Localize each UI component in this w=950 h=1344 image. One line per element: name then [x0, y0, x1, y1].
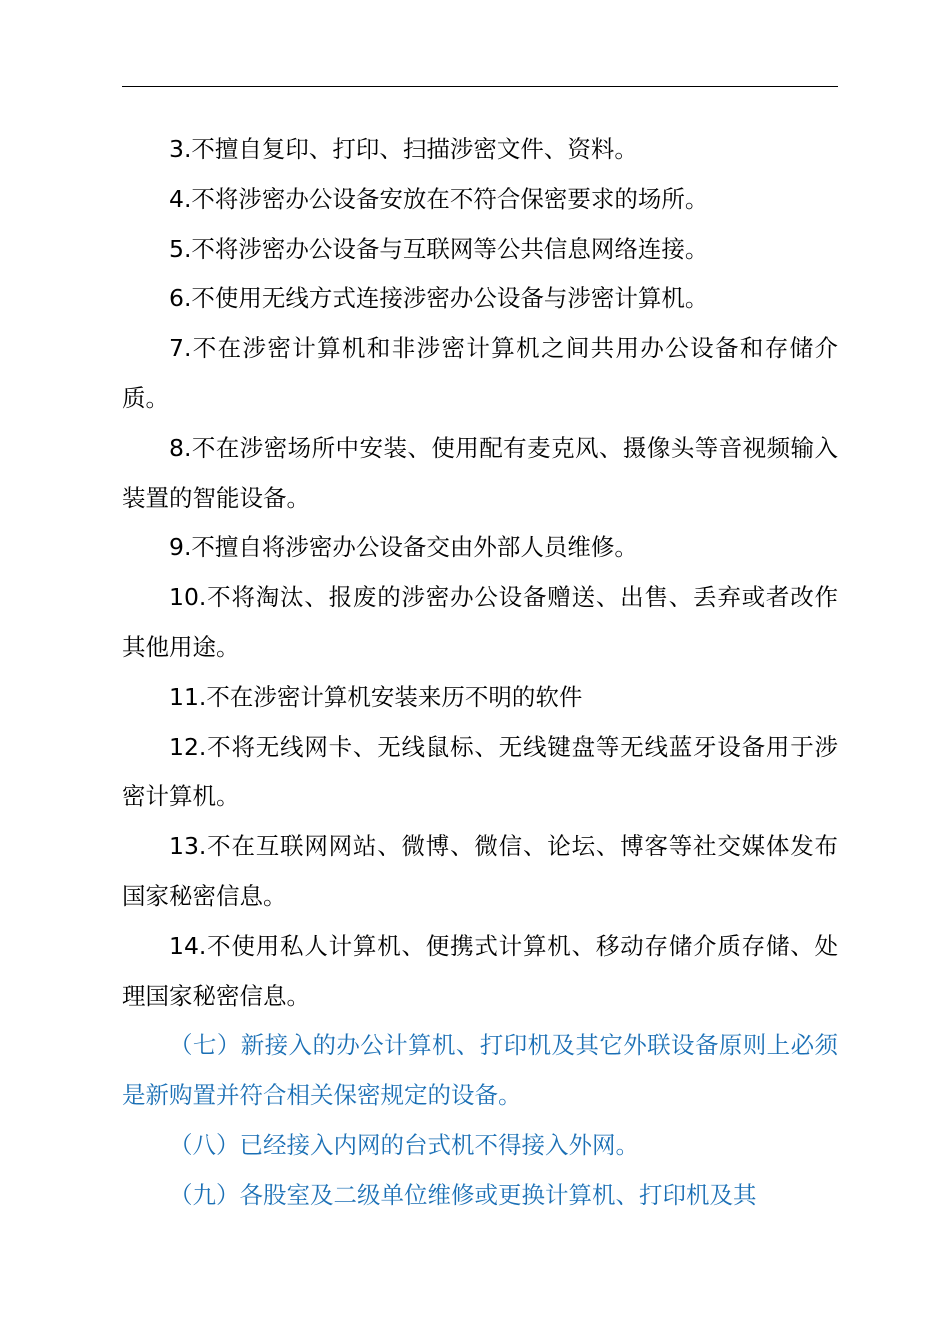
header-rule	[122, 86, 838, 87]
paragraph-item-11: 11.不在涉密计算机安装来历不明的软件	[169, 682, 583, 711]
paragraph-item-12: 12.不将无线网卡、无线鼠标、无线键盘等无线蓝牙设备用于涉密计算机。	[122, 732, 838, 811]
paragraph-item-3: 3.不擅自复印、打印、扫描涉密文件、资料。	[169, 135, 638, 163]
paragraph-item-7: 7.不在涉密计算机和非涉密计算机之间共用办公设备和存储介质。	[122, 334, 838, 412]
document-body	[122, 125, 838, 1221]
paragraph-item-4: 4.不将涉密办公设备安放在不符合保密要求的场所。	[169, 184, 709, 213]
paragraph-item-13: 13.不在互联网网站、微博、微信、论坛、博客等社交媒体发布国家秘密信息。	[122, 832, 838, 910]
paragraph-item-8: 8.不在涉密场所中安装、使用配有麦克风、摄像头等音视频输入装置的智能设备。	[122, 433, 838, 512]
section-heading-8: （八）已经接入内网的台式机不得接入外网。	[169, 1130, 639, 1159]
paragraph-item-14: 14.不使用私人计算机、便携式计算机、移动存储介质存储、处理国家秘密信息。	[122, 931, 838, 1010]
section-heading-7: （七）新接入的办公计算机、打印机及其它外联设备原则上必须是新购置并符合相关保密规定的设备。	[122, 1031, 838, 1110]
section-heading-9: （九）各股室及二级单位维修或更换计算机、打印机及其	[169, 1180, 757, 1209]
paragraph-item-6: 6.不使用无线方式连接涉密办公设备与涉密计算机。	[169, 284, 709, 313]
paragraph-item-5: 5.不将涉密办公设备与互联网等公共信息网络连接。	[169, 234, 709, 263]
paragraph-item-10: 10.不将淘汰、报废的涉密办公设备赠送、出售、丢弃或者改作其他用途。	[122, 583, 838, 661]
paragraph-item-9: 9.不擅自将涉密办公设备交由外部人员维修。	[169, 533, 638, 562]
